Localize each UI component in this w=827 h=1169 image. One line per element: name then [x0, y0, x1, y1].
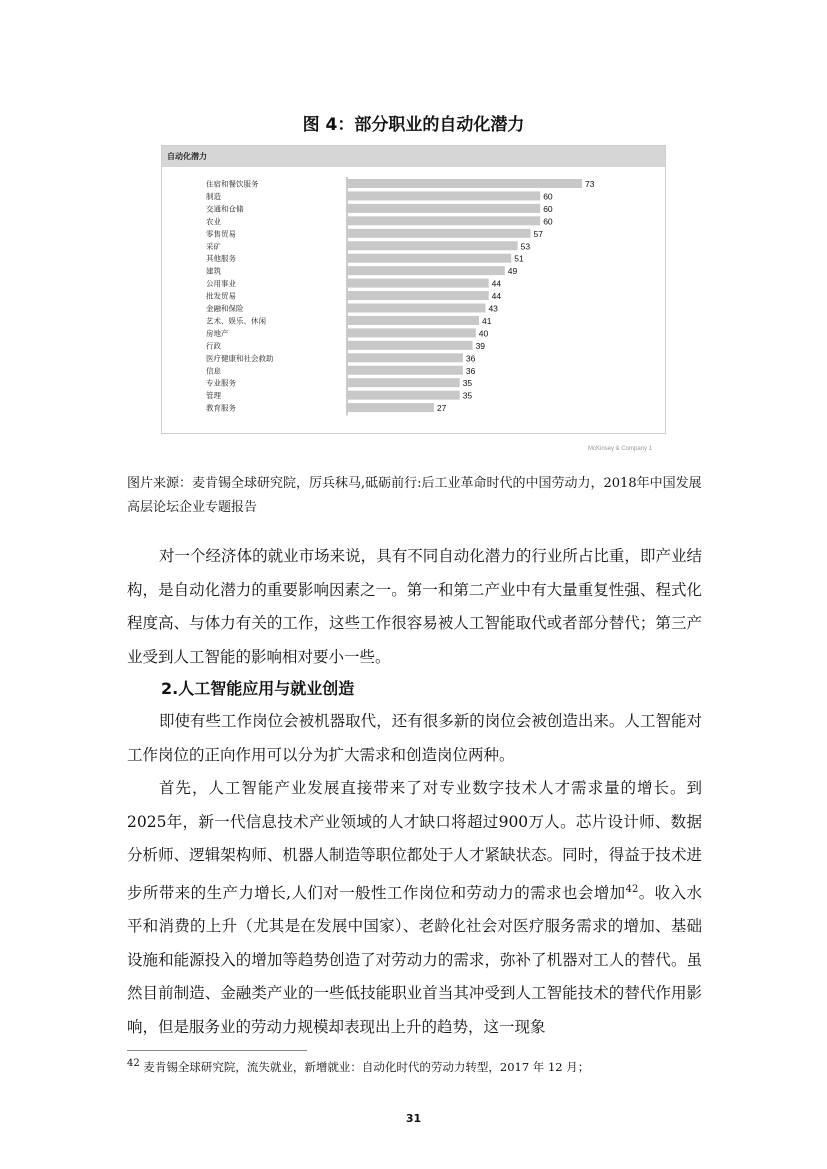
category-label: 其他服务: [206, 254, 236, 264]
category-label: 制造: [206, 191, 221, 201]
paragraph-1: 对一个经济体的就业市场来说，具有不同自动化潜力的行业所占比重，即产业结构，是自动化潜力的重要影响因素之一。第一和第二产业中有大量重复性强、程式化程度高、与体力有关的工作，这些工作很容易被人工智能取代或者部分替代；第三产业受到人工智能的影响相对要小一些。: [127, 547, 702, 666]
data-label: 57: [533, 228, 544, 239]
data-label: 60: [543, 216, 553, 227]
footnote-divider: [127, 1050, 307, 1051]
bar: [347, 191, 540, 200]
bar: [347, 328, 476, 337]
chart-source-note: McKinsey & Company 1: [588, 446, 653, 452]
bar: [347, 366, 463, 375]
bar: [347, 204, 540, 213]
data-label: 36: [465, 365, 476, 376]
figure-title: 图 4：部分职业的自动化潜力: [302, 115, 525, 135]
category-label: 信息: [206, 366, 221, 376]
bar: [347, 179, 582, 188]
paragraph-3-part-b: 。收入水平和消费的上升（尤其是在发展中国家）、老龄化社会对医疗服务需求的增加、基础设施和能源投入的增加等趋势创造了对劳动力的需求，弥补了机器对工人的替代。虽然目前制造、金融类产业的一些低技能职业首当其冲受到人工智能技术的替代作用影响，但是服务业的劳动力规模却表现出上升的趋势，这一现象: [127, 883, 702, 1036]
data-label: 44: [491, 278, 502, 289]
category-label: 农业: [206, 216, 221, 226]
bar: [347, 403, 434, 412]
bar: [347, 391, 460, 400]
category-label: 医疗健康和社会救助: [206, 353, 274, 363]
paragraph-2: 即使有些工作岗位会被机器取代，还有很多新的岗位会被创造出来。人工智能对工作岗位的正向作用可以分为扩大需求和创造岗位两种。: [127, 712, 702, 764]
data-label: 44: [491, 291, 502, 302]
data-label: 73: [585, 179, 595, 189]
bar: [347, 316, 479, 325]
category-label: 艺术、娱乐、休闲: [206, 316, 266, 326]
data-label: 53: [520, 241, 531, 252]
bar: [347, 241, 518, 250]
bar: [347, 291, 489, 300]
bar: [347, 279, 489, 288]
category-label: 房地产: [206, 328, 229, 338]
data-label: 36: [465, 353, 476, 364]
category-label: 行政: [206, 341, 221, 351]
data-label: 39: [475, 340, 486, 351]
data-label: 35: [462, 378, 473, 389]
figure-source: 图片来源：麦肯锡全球研究院，厉兵秣马,砥砺前行:后工业革命时代的中国劳动力，2018年中国发展高层论坛企业专题报告: [127, 476, 702, 515]
category-label: 公用事业: [206, 279, 236, 289]
data-label: 41: [482, 315, 492, 326]
data-label: 60: [543, 191, 553, 202]
category-label: 建筑: [206, 266, 221, 276]
chart-title: 自动化潜力: [167, 152, 207, 161]
bar: [347, 353, 463, 362]
data-label: 43: [488, 303, 498, 314]
data-label: 40: [478, 328, 489, 339]
category-label: 住宿和餐饮服务: [206, 179, 259, 189]
data-label: 27: [436, 403, 447, 414]
automation-chart: [161, 145, 666, 434]
data-label: 51: [514, 253, 524, 264]
data-label: 35: [462, 390, 473, 401]
category-label: 金融和保险: [206, 304, 244, 313]
bar: [347, 266, 505, 275]
footnote: [127, 1058, 589, 1075]
bar: [347, 216, 540, 225]
category-label: 教育服务: [206, 403, 236, 413]
page-number: 31: [405, 1112, 422, 1125]
bar: [347, 304, 485, 313]
category-label: 零售贸易: [206, 229, 236, 239]
category-label: 交通和仓储: [206, 204, 244, 214]
footnote-ref[interactable]: 42: [625, 883, 639, 895]
category-label: 专业服务: [206, 378, 236, 388]
category-label: 采矿: [206, 241, 221, 251]
data-label: 49: [507, 266, 518, 277]
paragraph-3: [127, 772, 702, 1044]
bar: [347, 229, 531, 238]
data-label: 60: [543, 203, 553, 214]
footnote-text: 麦肯锡全球研究院，流失就业，新增就业：自动化时代的劳动力转型，2017 年 12 月；: [143, 1059, 590, 1074]
category-label: 管理: [206, 391, 221, 401]
bar: [347, 341, 473, 350]
chart-svg: [162, 146, 665, 433]
bar: [347, 254, 511, 263]
paragraph-3-part-a: 首先，人工智能产业发展直接带来了对专业数字技术人才需求量的增长。到2025年，新一代信息技术产业领域的人才缺口将超过900万人。芯片设计师、数据分析师、逻辑架构师、机器人制造等职位都处于人才紧缺状态。同时，得益于技术进步所带来的生产力增长,人们对一般性工作岗位和劳动力的需求也会增加: [127, 779, 702, 902]
footnote-number: 42: [127, 1058, 140, 1069]
section-heading: 2.人工智能应用与就业创造: [161, 679, 355, 698]
bar: [347, 378, 460, 387]
category-label: 批发贸易: [206, 291, 236, 301]
